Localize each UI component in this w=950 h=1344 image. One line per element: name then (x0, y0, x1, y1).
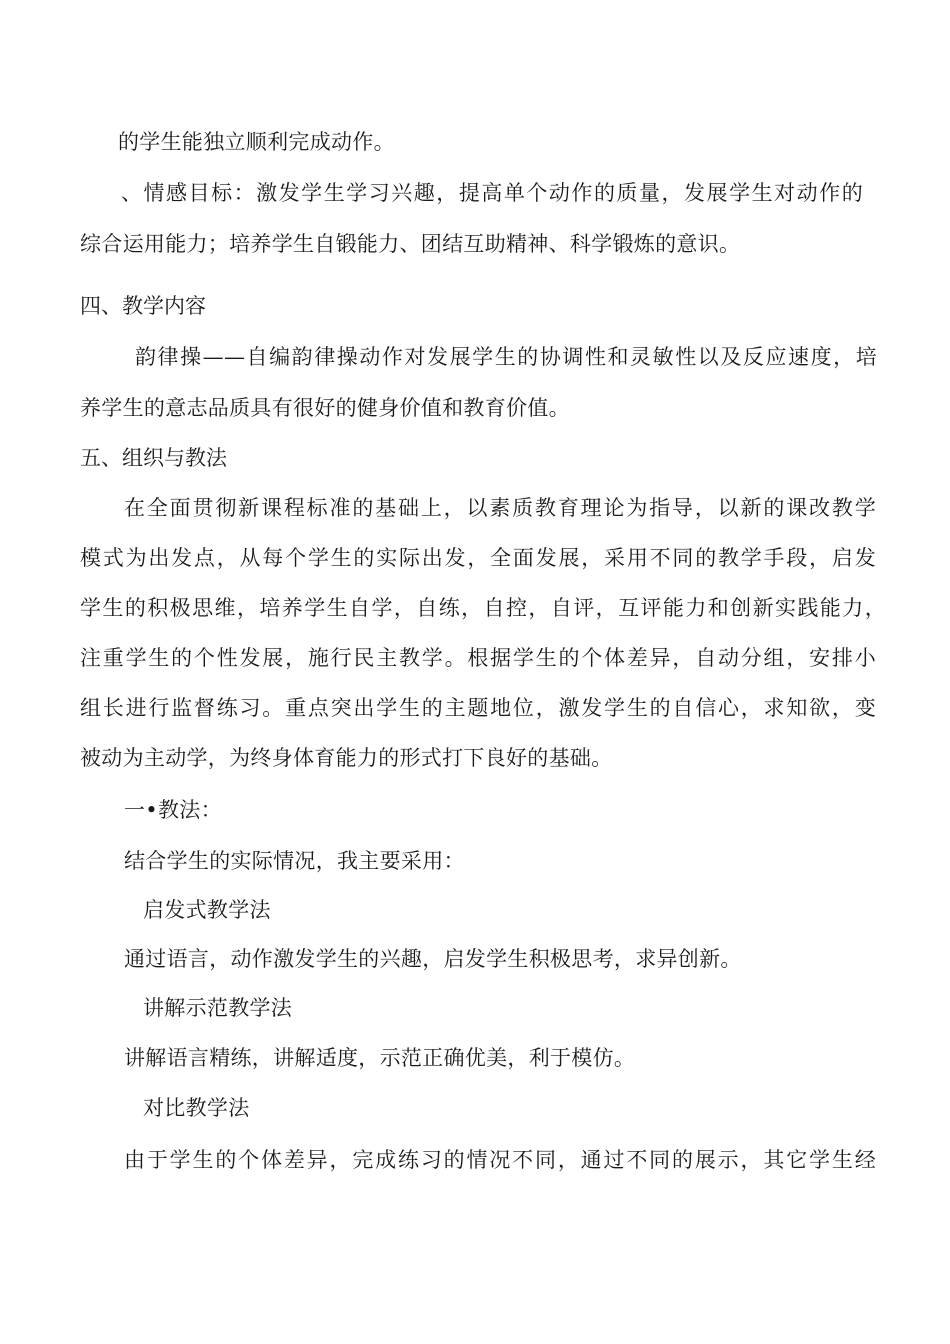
method-2-description: 讲解语言精练，讲解适度，示范正确优美，利于模仿。 (124, 1046, 636, 1070)
section-heading-organization: 五、组织与教法 (80, 446, 227, 470)
method-3-description: 由于学生的个体差异，完成练习的情况不同，通过不同的展示，其它学生经 (124, 1148, 876, 1172)
org-line-1: 在全面贯彻新课程标准的基础上，以素质教育理论为指导，以新的课改教学 (124, 496, 876, 520)
method-3-title: 对比教学法 (143, 1096, 250, 1120)
org-line-5: 组长进行监督练习。重点突出学生的主题地位，激发学生的自信心，求知欲，变 (80, 696, 876, 720)
content-line-1: 韵律操——自编韵律操动作对发展学生的协调性和灵敏性以及反应速度，培 (135, 345, 877, 369)
method-1-description: 通过语言，动作激发学生的兴趣，启发学生积极思考，求异创新。 (124, 947, 742, 971)
paragraph-line: 的学生能独立顺利完成动作。 (118, 130, 395, 154)
methods-intro: 结合学生的实际情况，我主要采用： (124, 849, 465, 873)
emotional-goal-line-2: 综合运用能力；培养学生自锻能力、团结互助精神、科学锻炼的意识。 (80, 232, 741, 256)
org-line-6: 被动为主动学，为终身体育能力的形式打下良好的基础。 (80, 746, 613, 770)
subheading-teaching-methods: 一•教法： (124, 798, 222, 822)
section-heading-teaching-content: 四、教学内容 (80, 294, 206, 318)
org-line-2: 模式为出发点，从每个学生的实际出发，全面发展，采用不同的教学手段，启发 (80, 546, 876, 570)
method-1-title: 启发式教学法 (143, 898, 271, 922)
content-line-2: 养学生的意志品质具有很好的健身价值和教育价值。 (80, 396, 570, 420)
emotional-goal-line-1: 、情感目标：激发学生学习兴趣，提高单个动作的质量，发展学生对动作的 (121, 181, 863, 205)
org-line-4: 注重学生的个性发展，施行民主教学。根据学生的个体差异，自动分组，安排小 (80, 646, 876, 670)
org-line-3: 学生的积极思维，培养学生自学，自练，自控，自评，互评能力和创新实践能力， (80, 596, 886, 620)
method-2-title: 讲解示范教学法 (143, 996, 293, 1020)
